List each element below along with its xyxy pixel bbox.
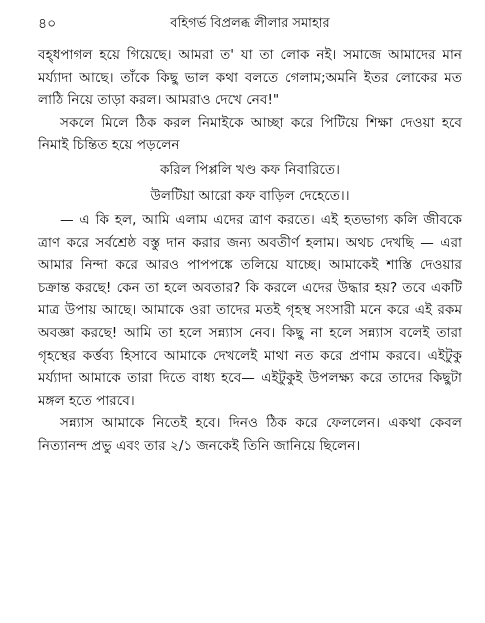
verse-line-1: করিল পিপ্পলি খণ্ড কফ নিবারিতে। — [160, 161, 340, 178]
paragraph-4: সন্ন্যাস আমাকে নিতেই হবে। দিনও ঠিক করে ফেললেন। একথা কেবল নিত্যানন্দ প্রভু এবং তার ২/১ জনকেই তিনি জানিয়ে ছিলেন। — [38, 415, 462, 454]
paragraph-1: বহ্ধপাগল হয়ে গিয়েছে। আমরা ত' যা তা লোক নই। সমাজে আমাদের মান মর্য্যাদা আছে। তাঁকে কিছু ভাল কথা বলতে গেলাম;অমনি ইতর লোকের মত লাঠি নিয়ে তাড়া করল। আমরাও দেখে নেব!" — [38, 47, 462, 109]
page-number: ৪০ — [38, 16, 57, 32]
paragraph-3: — এ কি হল, আমি এলাম এদের ত্রাণ করতে। এই হতভাগ্য কলি জীবকে ত্রাণ করে সর্বশ্রেষ্ঠ বস্তু দান করার জন্য অবতীর্ণ হলাম। অথচ দেখছি — এরা আমার নিন্দা করে আরও পাপপঙ্কে তলিয়ে যাচ্ছে। আমাকেই শাস্তি দেওয়ার চক্রান্ত করছে! কেন তা হলে অবতার? কি করলে এদের উদ্ধার হয়? তবে একটি মাত্র উপায় আছে। আমাকে ওরা তাদের মতই গৃহস্থ সংসারী মনে করে এই রকম অবজ্ঞা করছে! আমি তা হলে সন্ন্যাস নেব। কিছু না হলে সন্ন্যাস বলেই তারা গৃহস্থের কর্ত্তব্য হিসাবে আমাকে দেখলেই মাথা নত করে প্রণাম করবে। এইটুকু মর্য্যাদা আমাকে তারা দিতে বাধ্য হবে— এইটুকুই উপলক্ষ্য করে তাদের কিছুটা মঙ্গল হতে পারবে। — [38, 211, 462, 409]
page-header — [38, 14, 462, 36]
verse-line-2: উলটিয়া আরো কফ বাড়িল দেহেতে।। — [150, 187, 350, 204]
paragraph-2: সকলে মিলে ঠিক করল নিমাইকে আচ্ছা করে পিটিয়ে শিক্ষা দেওয়া হবে নিমাই চিন্তিত হয়ে পড়লেন — [38, 114, 462, 154]
body-text — [38, 44, 462, 458]
running-title: বহিগর্ভ বিপ্রলব্ধ লীলার সমাহার — [170, 16, 330, 31]
